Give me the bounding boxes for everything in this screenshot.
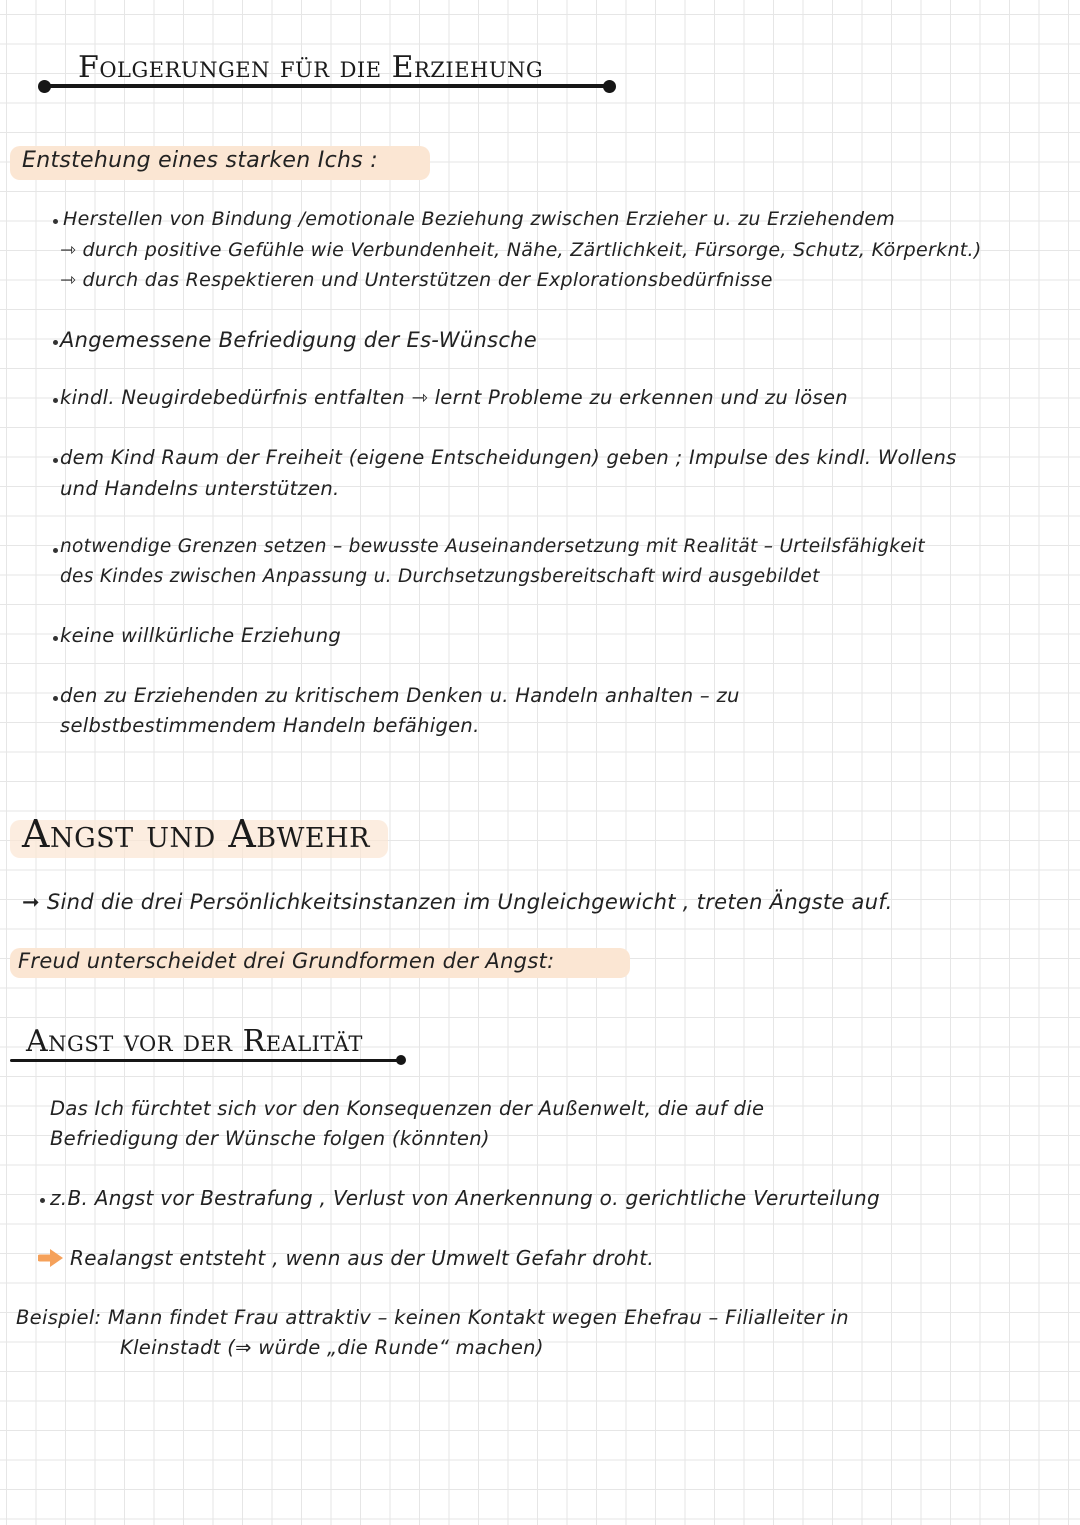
bullet-critical bbox=[53, 696, 58, 701]
bond-line-3: ⇾ durch das Respektieren und Unterstützen der Explorationsbedürfnisse bbox=[60, 269, 773, 291]
curiosity-item: kindl. Neugirdebedürfnis entfalten ⇾ lernt Probleme zu erkennen und zu lösen bbox=[60, 386, 848, 409]
bond-line-2: ⇾ durch positive Gefühle wie Verbundenheit, Nähe, Zärtlichkeit, Fürsorge, Schutz, Körperknt.) bbox=[60, 239, 982, 261]
section3-underline-end-dot bbox=[396, 1055, 406, 1065]
page-title: Folgerungen für die Erziehung bbox=[78, 50, 544, 85]
bullet-limits bbox=[53, 548, 58, 553]
bullet-bond bbox=[53, 219, 58, 224]
section3-title: Angst vor der Realität bbox=[26, 1024, 363, 1059]
bullet-example-list bbox=[40, 1198, 45, 1203]
section3-desc-line-1: Das Ich fürchtet sich vor den Konsequenzen der Außenwelt, die auf die bbox=[50, 1097, 765, 1120]
critical-line-1: den zu Erziehenden zu kritischem Denken u. Handeln anhalten – zu bbox=[60, 684, 740, 707]
section3-beispiel-line-2: Kleinstadt (⇒ würde „die Runde“ machen) bbox=[120, 1336, 544, 1359]
bullet-no-arbitrary bbox=[53, 636, 58, 641]
section2-line-1: ➞ Sind die drei Persönlichkeitsinstanzen im Ungleichgewicht , treten Ängste auf. bbox=[22, 890, 893, 914]
limits-line-2: des Kindes zwischen Anpassung u. Durchsetzungsbereitschaft wird ausgebildet bbox=[60, 566, 820, 587]
ego-heading: Entstehung eines starken Ichs : bbox=[22, 148, 378, 173]
freedom-line-1: dem Kind Raum der Freiheit (eigene Entscheidungen) geben ; Impulse des kindl. Wollens bbox=[60, 446, 957, 469]
section3-title-underline bbox=[10, 1059, 402, 1062]
bullet-satisfaction bbox=[53, 340, 58, 345]
no-arbitrary-item: keine willkürliche Erziehung bbox=[60, 624, 342, 647]
bond-line-1: Herstellen von Bindung /emotionale Beziehung zwischen Erzieher u. zu Erziehendem bbox=[63, 208, 896, 230]
section3-desc-line-2: Befriedigung der Wünsche folgen (könnten) bbox=[50, 1127, 490, 1150]
limits-line-1: notwendige Grenzen setzen – bewusste Auseinandersetzung mit Realität – Urteilsfähigkeit bbox=[60, 536, 925, 557]
bullet-freedom bbox=[53, 458, 58, 463]
bullet-curiosity bbox=[53, 398, 58, 403]
section3-example-list: z.B. Angst vor Bestrafung , Verlust von Anerkennung o. gerichtliche Verurteilung bbox=[50, 1186, 880, 1210]
critical-line-2: selbstbestimmendem Handeln befähigen. bbox=[60, 714, 480, 737]
title-underline-end-dot bbox=[603, 80, 616, 93]
section2-title: Angst und Abwehr bbox=[22, 812, 370, 856]
section2-line-2: Freud unterscheidet drei Grundformen der Angst: bbox=[18, 949, 555, 973]
orange-arrow-icon bbox=[38, 1247, 64, 1269]
section3-beispiel-line-1: Beispiel: Mann findet Frau attraktiv – keinen Kontakt wegen Ehefrau – Filialleiter in bbox=[16, 1306, 849, 1329]
freedom-line-2: und Handelns unterstützen. bbox=[60, 477, 340, 500]
section3-realangst: Realangst entsteht , wenn aus der Umwelt Gefahr droht. bbox=[70, 1246, 655, 1270]
satisfaction-item: Angemessene Befriedigung der Es-Wünsche bbox=[60, 328, 538, 352]
